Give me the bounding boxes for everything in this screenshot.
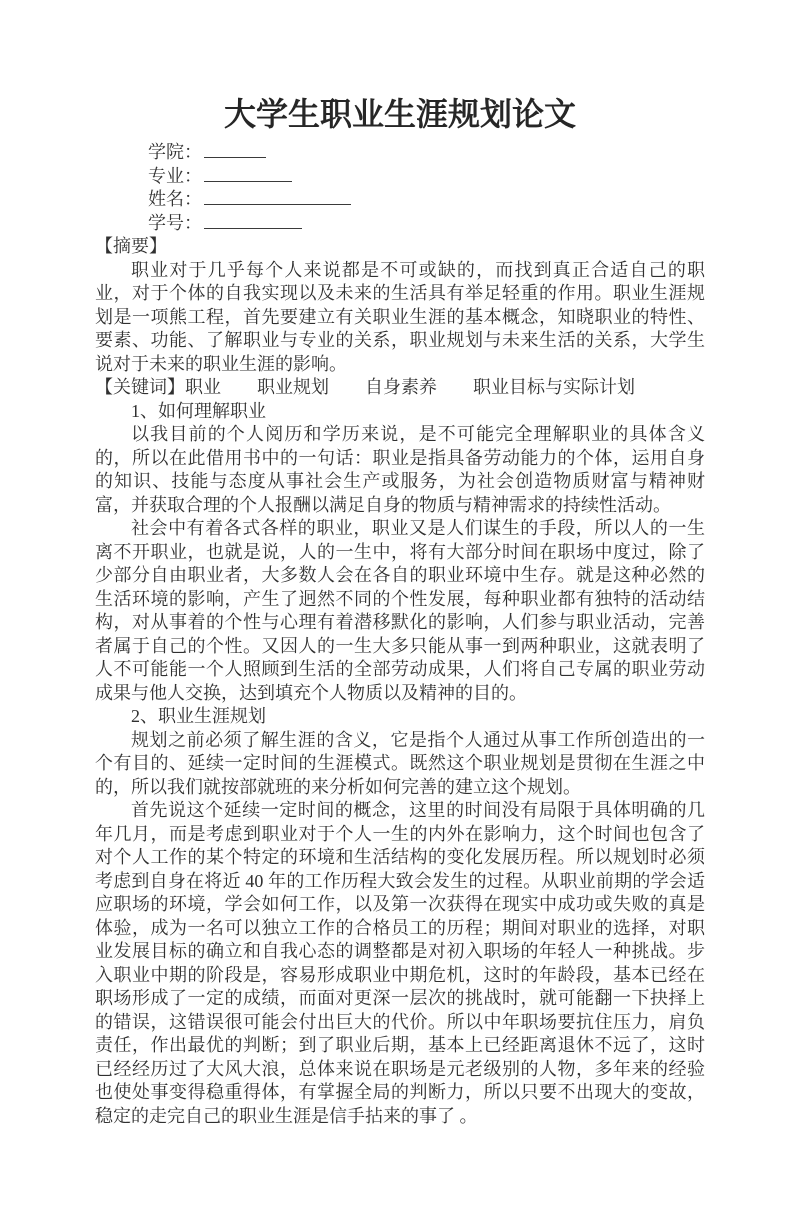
document-title: 大学生职业生涯规划论文 <box>223 96 576 132</box>
form-row-name <box>148 188 705 212</box>
abstract-text: 职业对于几乎每个人来说都是不可或缺的，而找到真正合适自己的职业，对于个体的自我实现以及未来的生活具有举足轻重的作用。职业生涯规划是一项熊工程，首先要建立有关职业生涯的基本概念，知晓职业的特性、要素、功能、了解职业与专业的关系，职业规划与未来生活的关系，大学生说对于未来的职业生涯的影响。 <box>95 259 705 374</box>
section-2-heading: 2、职业生涯规划 <box>131 706 266 726</box>
major-blank-line <box>204 166 292 182</box>
major-label: 专业： <box>148 165 202 186</box>
college-label: 学院： <box>148 142 202 162</box>
form-row-major <box>148 165 705 189</box>
form-row-student-id <box>148 212 705 236</box>
section-2-paragraph-2: 首先说这个延续一定时间的概念，这里的时间没有局限于具体明确的几年几月，而是考虑到职业对于个人一生的内外在影响力，这个时间也包含了对个人工作的某个特定的环境和生活结构的变化发展历程。所以规划时必须考虑到自身在将近 40 年的工作历程大致会发生的过程。从职业前期的学会适应职场的环境，学会如何工作，以及第一次获得在现实中成功或失败的真是体验，成为一名可以独立工作的合格员工的历程；期间对职业的选择，对职业发展目标的确立和自我心态的调整都是对初入职场的年轻人一种挑战。步入职业中期的阶段是，容易形成职业中期危机，这时的年龄段，基本已经在职场形成了一定的成绩，而面对更深一层次的挑战时，就可能翻一下抉择上的错误，这错误很可能会付出巨大的代价。所以中年职场要抗住压力，肩负责任，作出最优的判断；到了职业后期，基本上已经距离退休不远了，这时已经经历过了大风大浪，总体来说在职场是元老级别的人物，多年来的经验也使处事变得稳重得体，有掌握全局的判断力，所以只要不出现大的变故，稳定的走完自己的职业生涯是信手拈来的事了 。 <box>95 800 705 1126</box>
document-page <box>0 96 800 1228</box>
section-1-paragraph-2: 社会中有着各式各样的职业，职业又是人们谋生的手段，所以人的一生离不开职业，也就是说，人的一生中，将有大部分时间在职场中度过，除了少部分自由职业者，大多数人会在各自的职业环境中生存。就是这种必然的生活环境的影响，产生了迥然不同的个性发展，每种职业都有独特的活动结构，对从事着的个性与心理有着潜移默化的影响，人们参与职业活动，完善者属于自己的个性。又因人的一生大多只能从事一到两种职业，这就表明了人不可能能一个人照顾到生活的全部劳动成果，人们将自己专属的职业劳动成果与他人交换，达到填充个人物质以及精神的目的。 <box>95 518 705 703</box>
keywords-text: 职业 职业规划 自身素养 职业目标与实际计划 <box>185 377 635 397</box>
keywords-line <box>95 376 705 400</box>
section-1-paragraph-1: 以我目前的个人阅历和学历来说，是不可能完全理解职业的具体含义的，所以在此借用书中的一句话：职业是指具备劳动能力的个体，运用自身的知识、技能与态度从事社会生产或服务，为社会创造物质财富与精神财富，并获取合理的个人报酬以满足自身的物质与精神需求的持续性活动。 <box>95 424 705 515</box>
abstract-label: 【摘要】 <box>95 236 167 256</box>
student-id-blank-line <box>204 213 302 229</box>
keywords-label: 【关键词】 <box>95 377 185 397</box>
section-1-heading: 1、如何理解职业 <box>131 400 266 421</box>
student-id-label: 学号： <box>148 212 202 233</box>
section-2-paragraph-1: 规划之前必须了解生涯的含义，它是指个人通过从事工作所创造出的一个有目的、延续一定时间的生涯模式。既然这个职业规划是贯彻在生涯之中的，所以我们就按部就班的来分析如何完善的建立这个规划。 <box>95 729 705 797</box>
form-row-college <box>148 141 705 165</box>
college-blank-line <box>204 142 266 158</box>
name-blank-line <box>204 189 351 205</box>
name-label: 姓名： <box>148 189 202 209</box>
student-info-form <box>148 141 705 235</box>
